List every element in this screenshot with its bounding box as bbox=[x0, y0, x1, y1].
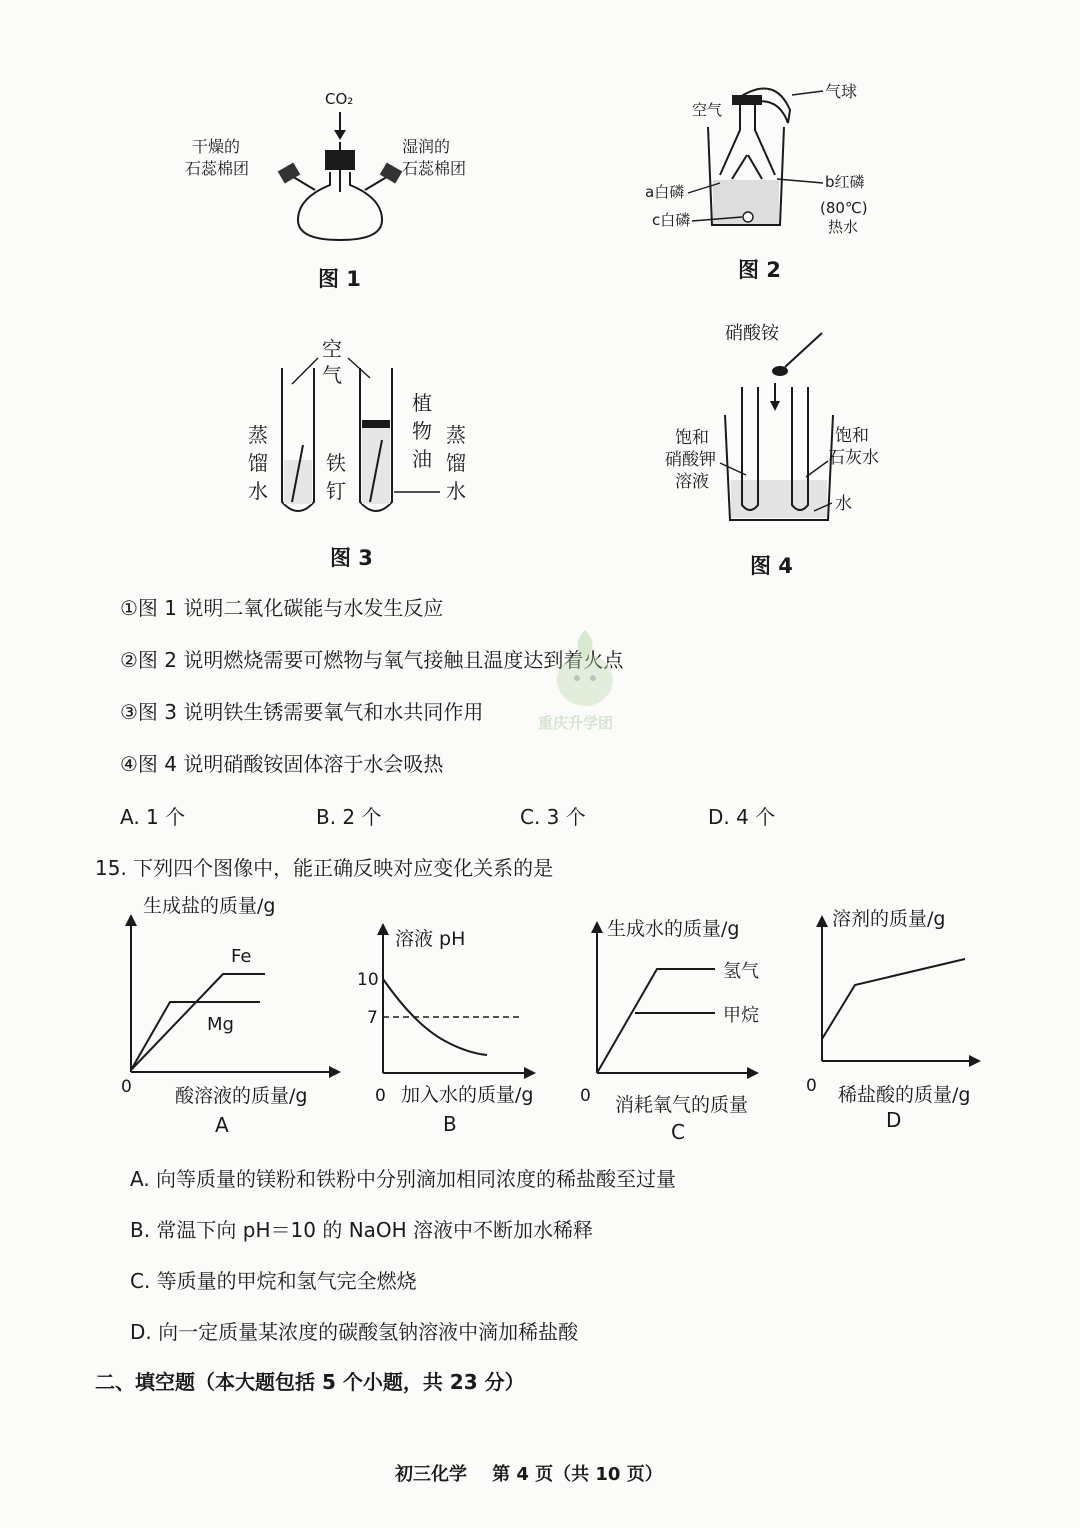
graph-a-caption: A bbox=[215, 1113, 229, 1137]
fig4-water: 水 bbox=[835, 494, 852, 514]
figure-2-diagram bbox=[640, 75, 900, 290]
fig3-nail-1: 铁 bbox=[326, 451, 346, 475]
graph-d-caption: D bbox=[886, 1108, 902, 1132]
fig4-left-1: 饱和 bbox=[675, 428, 709, 448]
watermark-text: 重庆升学团 bbox=[538, 714, 614, 732]
fig4-left-2: 硝酸钾 bbox=[665, 450, 716, 470]
figure-3-diagram bbox=[240, 330, 500, 575]
c-white-phosphorus-label: c白磷 bbox=[652, 211, 691, 229]
statement-2: ②图 2 说明燃烧需要可燃物与氧气接触且温度达到着火点 bbox=[120, 648, 624, 672]
fig3-distilled-right-1: 蒸 bbox=[446, 423, 466, 447]
graph-c-methane-label: 甲烷 bbox=[723, 1005, 759, 1026]
fig4-right-1: 饱和 bbox=[835, 426, 869, 446]
fig1-right-label-2: 石蕊棉团 bbox=[402, 159, 467, 178]
page-footer: 初三化学 第 4 页（共 10 页） bbox=[395, 1464, 663, 1485]
graph-a-mg-label: Mg bbox=[207, 1014, 234, 1035]
section-2-heading: 二、填空题（本大题包括 5 个小题，共 23 分） bbox=[95, 1370, 525, 1394]
graph-a-xlabel: 酸溶液的质量/g bbox=[175, 1085, 308, 1107]
figure-3-caption: 图 3 bbox=[330, 546, 373, 570]
b-red-phosphorus-label: b红磷 bbox=[825, 173, 865, 191]
co2-label: CO₂ bbox=[325, 90, 354, 108]
graph-a-origin: 0 bbox=[121, 1077, 132, 1097]
q14-option-b: B. 2 个 bbox=[316, 805, 382, 829]
q15-option-c: C. 等质量的甲烷和氢气完全燃烧 bbox=[130, 1269, 417, 1293]
graph-b-tick-7: 7 bbox=[367, 1008, 378, 1028]
fig3-distilled-left-2: 馏 bbox=[248, 451, 268, 475]
figure-4-caption: 图 4 bbox=[750, 554, 793, 578]
q15-option-d: D. 向一定质量某浓度的碳酸氢钠溶液中滴加稀盐酸 bbox=[130, 1320, 579, 1344]
graph-c-ylabel: 生成水的质量/g bbox=[607, 918, 740, 940]
fig3-distilled-right-2: 馏 bbox=[446, 451, 466, 475]
fig3-oil-1: 植 bbox=[412, 391, 432, 415]
graph-a-fe-label: Fe bbox=[231, 946, 252, 967]
graph-a-ylabel: 生成盐的质量/g bbox=[143, 895, 276, 917]
fig1-right-label-1: 湿润的 bbox=[402, 137, 451, 156]
fig3-oil-3: 油 bbox=[412, 447, 432, 471]
fig3-oil-2: 物 bbox=[412, 419, 432, 443]
a-white-phosphorus-label: a白磷 bbox=[645, 183, 685, 201]
graph-b bbox=[355, 915, 565, 1140]
figure-4-diagram bbox=[660, 315, 920, 580]
fig3-air-2: 气 bbox=[322, 363, 342, 387]
hot-water-label: 热水 bbox=[828, 218, 859, 236]
ammonium-nitrate-label: 硝酸铵 bbox=[725, 323, 779, 344]
graph-b-tick-10: 10 bbox=[357, 970, 379, 990]
fig3-distilled-right-3: 水 bbox=[446, 479, 466, 503]
graph-a bbox=[115, 890, 345, 1140]
fig4-left-3: 溶液 bbox=[675, 472, 709, 492]
fig4-right-2: 石灰水 bbox=[828, 448, 879, 468]
graph-b-ylabel: 溶液 pH bbox=[395, 928, 466, 950]
statement-1: ①图 1 说明二氧化碳能与水发生反应 bbox=[120, 596, 444, 620]
graph-b-caption: B bbox=[443, 1112, 457, 1136]
fig1-left-label-1: 干燥的 bbox=[192, 137, 241, 156]
balloon-label: 气球 bbox=[825, 82, 858, 101]
figure-1-diagram bbox=[180, 80, 500, 300]
q14-option-c: C. 3 个 bbox=[520, 805, 586, 829]
fig3-nail-2: 钉 bbox=[326, 479, 346, 503]
graph-b-xlabel: 加入水的质量/g bbox=[401, 1084, 534, 1106]
graph-c-origin: 0 bbox=[580, 1086, 591, 1106]
q15-option-a: A. 向等质量的镁粉和铁粉中分别滴加相同浓度的稀盐酸至过量 bbox=[130, 1167, 677, 1191]
graph-c-hydrogen-label: 氢气 bbox=[723, 961, 759, 982]
fig1-left-label-2: 石蕊棉团 bbox=[185, 159, 250, 178]
graph-c bbox=[575, 905, 785, 1145]
air-label: 空气 bbox=[692, 101, 723, 119]
graph-d-ylabel: 溶剂的质量/g bbox=[832, 908, 946, 930]
temperature-label: (80℃) bbox=[820, 199, 868, 217]
graph-d-origin: 0 bbox=[806, 1076, 817, 1096]
fig3-air-1: 空 bbox=[322, 337, 342, 361]
figure-2-caption: 图 2 bbox=[738, 258, 781, 282]
graph-c-caption: C bbox=[671, 1120, 685, 1144]
fig3-distilled-left-1: 蒸 bbox=[248, 423, 268, 447]
graph-c-xlabel: 消耗氧气的质量 bbox=[615, 1094, 749, 1116]
fig3-distilled-left-3: 水 bbox=[248, 479, 268, 503]
graph-d-xlabel: 稀盐酸的质量/g bbox=[838, 1084, 971, 1106]
statement-3: ③图 3 说明铁生锈需要氧气和水共同作用 bbox=[120, 700, 484, 724]
watermark-logo bbox=[540, 620, 630, 730]
q14-option-a: A. 1 个 bbox=[120, 805, 186, 829]
figure-1-caption: 图 1 bbox=[318, 267, 361, 291]
graph-d bbox=[800, 895, 1000, 1135]
q15-option-b: B. 常温下向 pH＝10 的 NaOH 溶液中不断加水稀释 bbox=[130, 1218, 594, 1242]
q14-option-d: D. 4 个 bbox=[708, 805, 776, 829]
statement-4: ④图 4 说明硝酸铵固体溶于水会吸热 bbox=[120, 752, 444, 776]
graph-b-origin: 0 bbox=[375, 1086, 386, 1106]
question-15-stem: 15. 下列四个图像中，能正确反映对应变化关系的是 bbox=[95, 856, 554, 880]
